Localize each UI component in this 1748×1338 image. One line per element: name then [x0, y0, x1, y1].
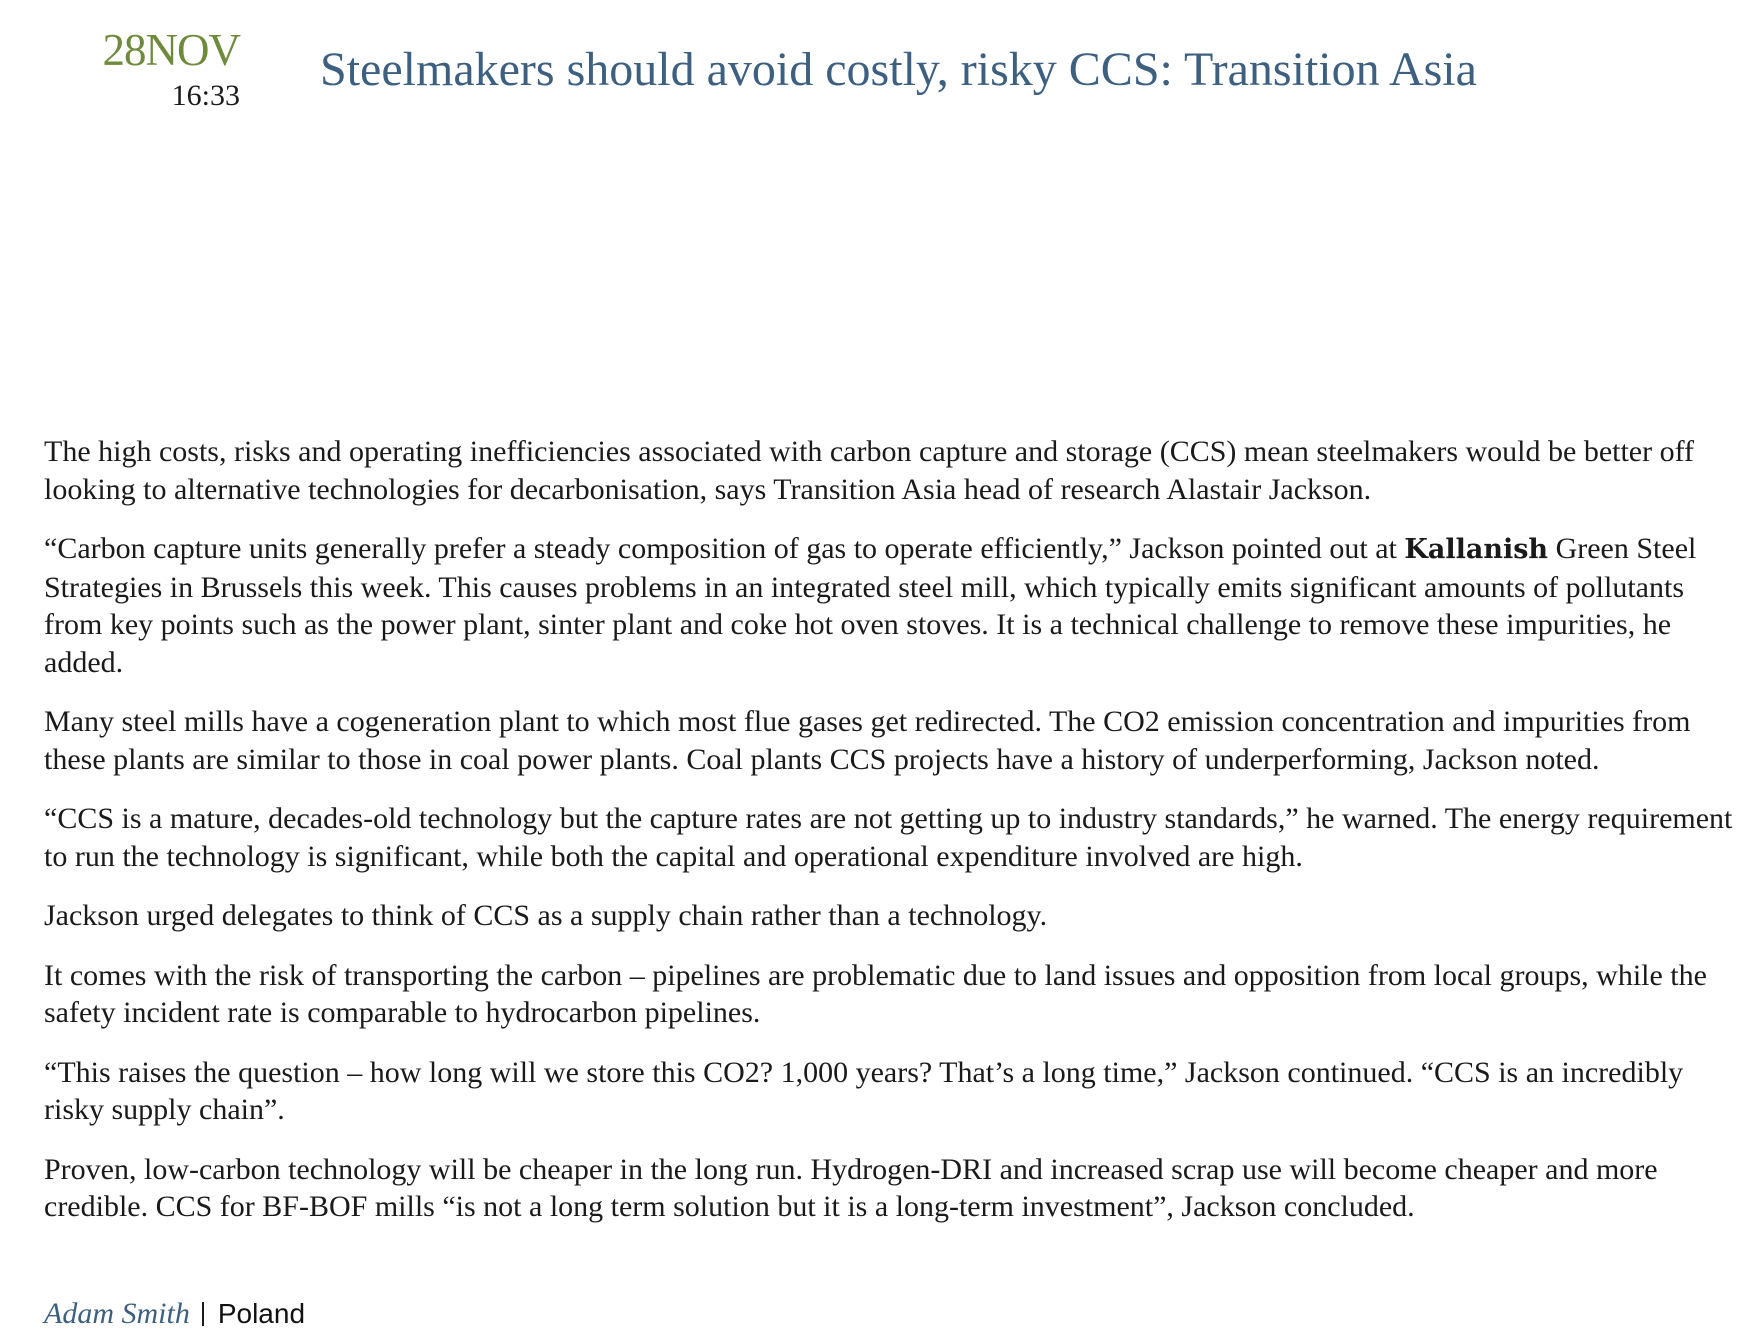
date-time: 16:33 — [171, 79, 240, 112]
author-name[interactable]: Adam Smith — [44, 1297, 190, 1330]
author-location: Poland — [217, 1298, 306, 1329]
article-paragraph-4: “CCS is a mature, decades-old technology but the capture rates are not getting up to industry standards,” he warned. The energy requirement to run the technology is significant, while both the capital and operational expenditure involved are high. — [44, 802, 1733, 873]
byline — [44, 1296, 305, 1332]
article-paragraph-6: It comes with the risk of transporting the carbon – pipelines are problematic due to land issues and opposition from local groups, while the safety incident rate is comparable to hydrocarbon pipelines. — [44, 958, 1707, 1029]
date-day-month: 28NOV — [102, 25, 240, 75]
date-block — [60, 25, 240, 112]
article-headline: Steelmakers should avoid costly, risky CCS: Transition Asia — [320, 43, 1477, 96]
paragraph-2-start: “Carbon capture units generally prefer a steady composition of gas to operate efficiently,” Jackson pointed out at — [44, 532, 1405, 565]
article-paragraph-5: Jackson urged delegates to think of CCS as a supply chain rather than a technology. — [44, 899, 1048, 932]
byline-separator — [202, 1302, 204, 1326]
article-paragraph-1: The high costs, risks and operating inefficiencies associated with carbon capture and storage (CCS) mean steelmakers would be better off looking to alternative technologies for decarbonisation, says Transition Asia head of research Alastair Jackson. — [44, 435, 1695, 506]
paragraph-2-end: Green Steel Strategies in Brussels this week. This causes problems in an integrated steel mill, which typically emits significant amounts of pollutants from key points such as the power plant, sinter plant and coke hot oven stoves. It is a technical challenge to remove these impurities, he added. — [44, 532, 1697, 679]
article-paragraph-2 — [44, 530, 1734, 681]
article-paragraph-7: “This raises the question – how long will we store this CO2? 1,000 years? That’s a long time,” Jackson continued. “CCS is an incredibly risky supply chain”. — [44, 1055, 1684, 1126]
article-paragraph-3: Many steel mills have a cogeneration plant to which most flue gases get redirected. The CO2 emission concentration and impurities from these plants are similar to those in coal power plants. Coal plants CCS projects have a history of underperforming, Jackson noted. — [44, 705, 1691, 776]
article-body — [44, 433, 1734, 1248]
kallanish-brand: Kallanish — [1404, 534, 1549, 565]
article-paragraph-8: Proven, low-carbon technology will be cheaper in the long run. Hydrogen-DRI and increased scrap use will become cheaper and more credible. CCS for BF-BOF mills “is not a long term solution but it is a long-term investment”, Jackson concluded. — [44, 1152, 1658, 1223]
